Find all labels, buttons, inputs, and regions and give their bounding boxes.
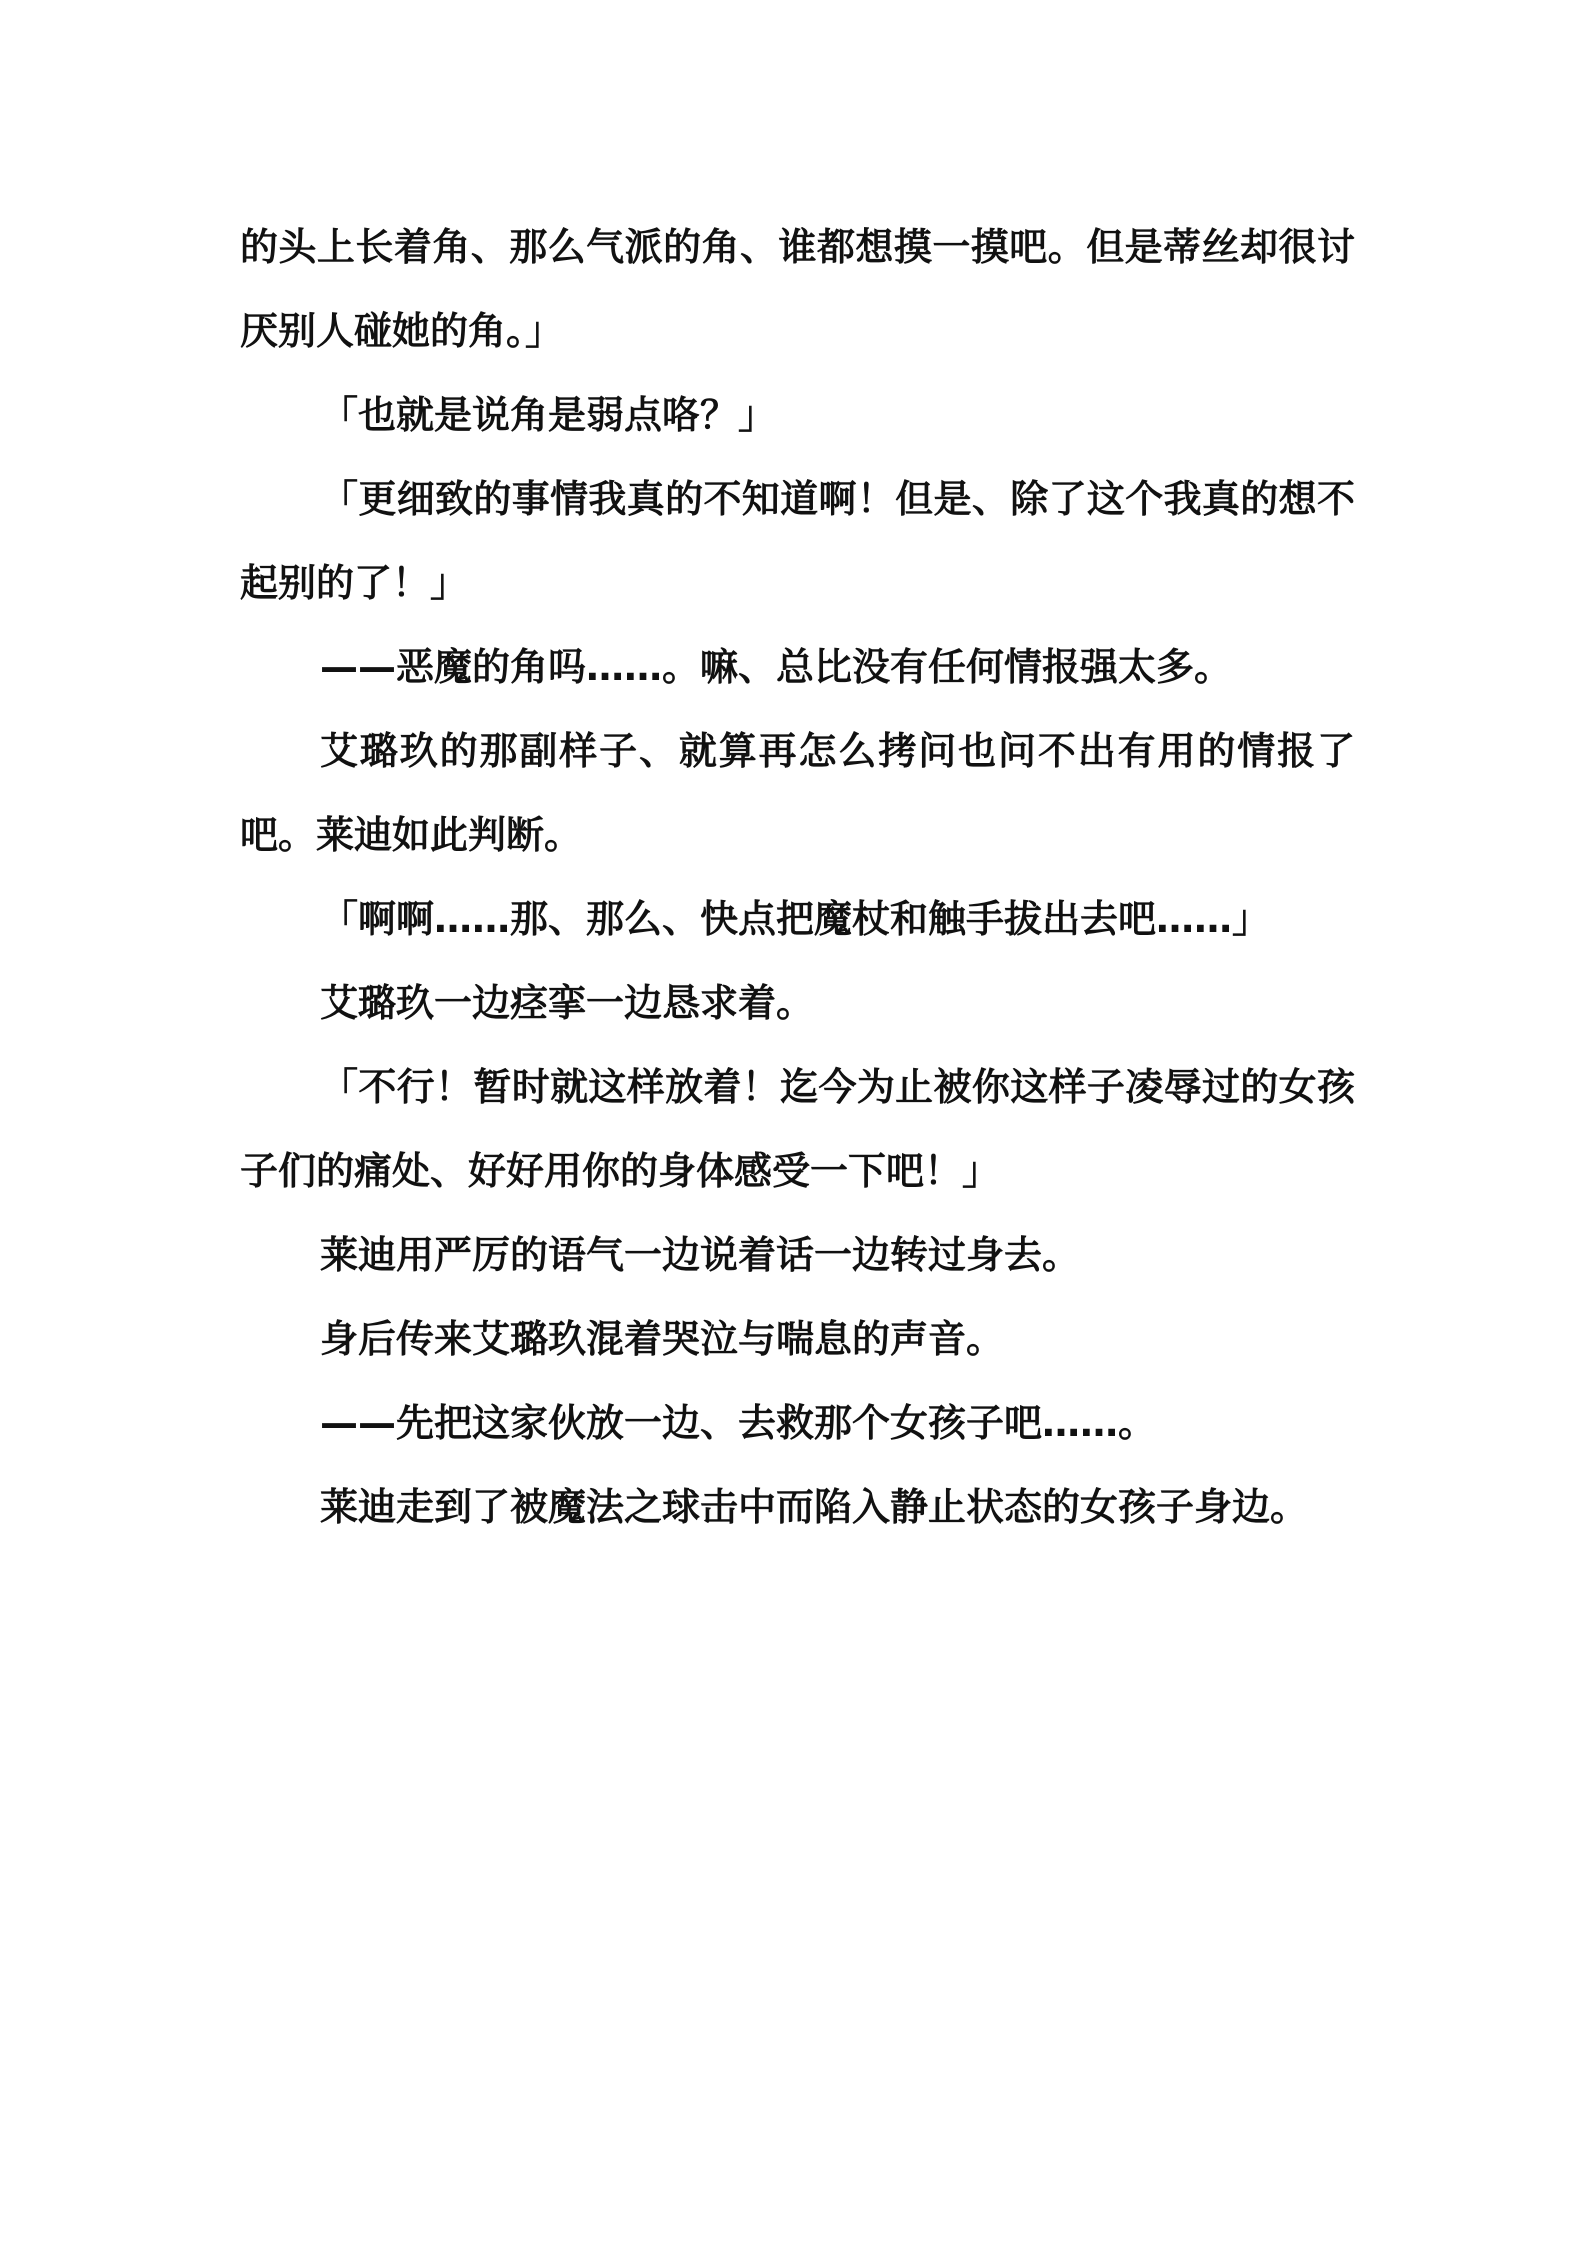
paragraph: 「更细致的事情我真的不知道啊！但是、除了这个我真的想不起别的了！」 — [240, 477, 1355, 605]
paragraph: 的头上长着角、那么气派的角、谁都想摸一摸吧。但是蒂丝却很讨厌别人碰她的角。」 — [240, 225, 1355, 353]
paragraph: 艾璐玖一边痉挛一边恳求着。 — [320, 981, 815, 1025]
paragraph: 「不行！暂时就这样放着！迄今为止被你这样子凌辱过的女孩子们的痛处、好好用你的身体感受一下吧！」 — [240, 1065, 1355, 1193]
paragraph: 「也就是说角是弱点咯？」 — [320, 393, 777, 437]
paragraph: 「啊啊……那、那么、快点把魔杖和触手拔出去吧……」 — [320, 897, 1271, 941]
paragraph: 身后传来艾璐玖混着哭泣与喘息的声音。 — [320, 1317, 1005, 1361]
paragraph: ——先把这家伙放一边、去救那个女孩子吧……。 — [320, 1401, 1157, 1445]
text-body — [240, 205, 1355, 1549]
paragraph: ——恶魔的角吗……。嘛、总比没有任何情报强太多。 — [320, 645, 1233, 689]
paragraph: 莱迪走到了被魔法之球击中而陷入静止状态的女孩子身边。 — [320, 1485, 1309, 1529]
paragraph: 艾璐玖的那副样子、就算再怎么拷问也问不出有用的情报了吧。莱迪如此判断。 — [240, 729, 1355, 857]
paragraph: 莱迪用严厉的语气一边说着话一边转过身去。 — [320, 1233, 1081, 1277]
